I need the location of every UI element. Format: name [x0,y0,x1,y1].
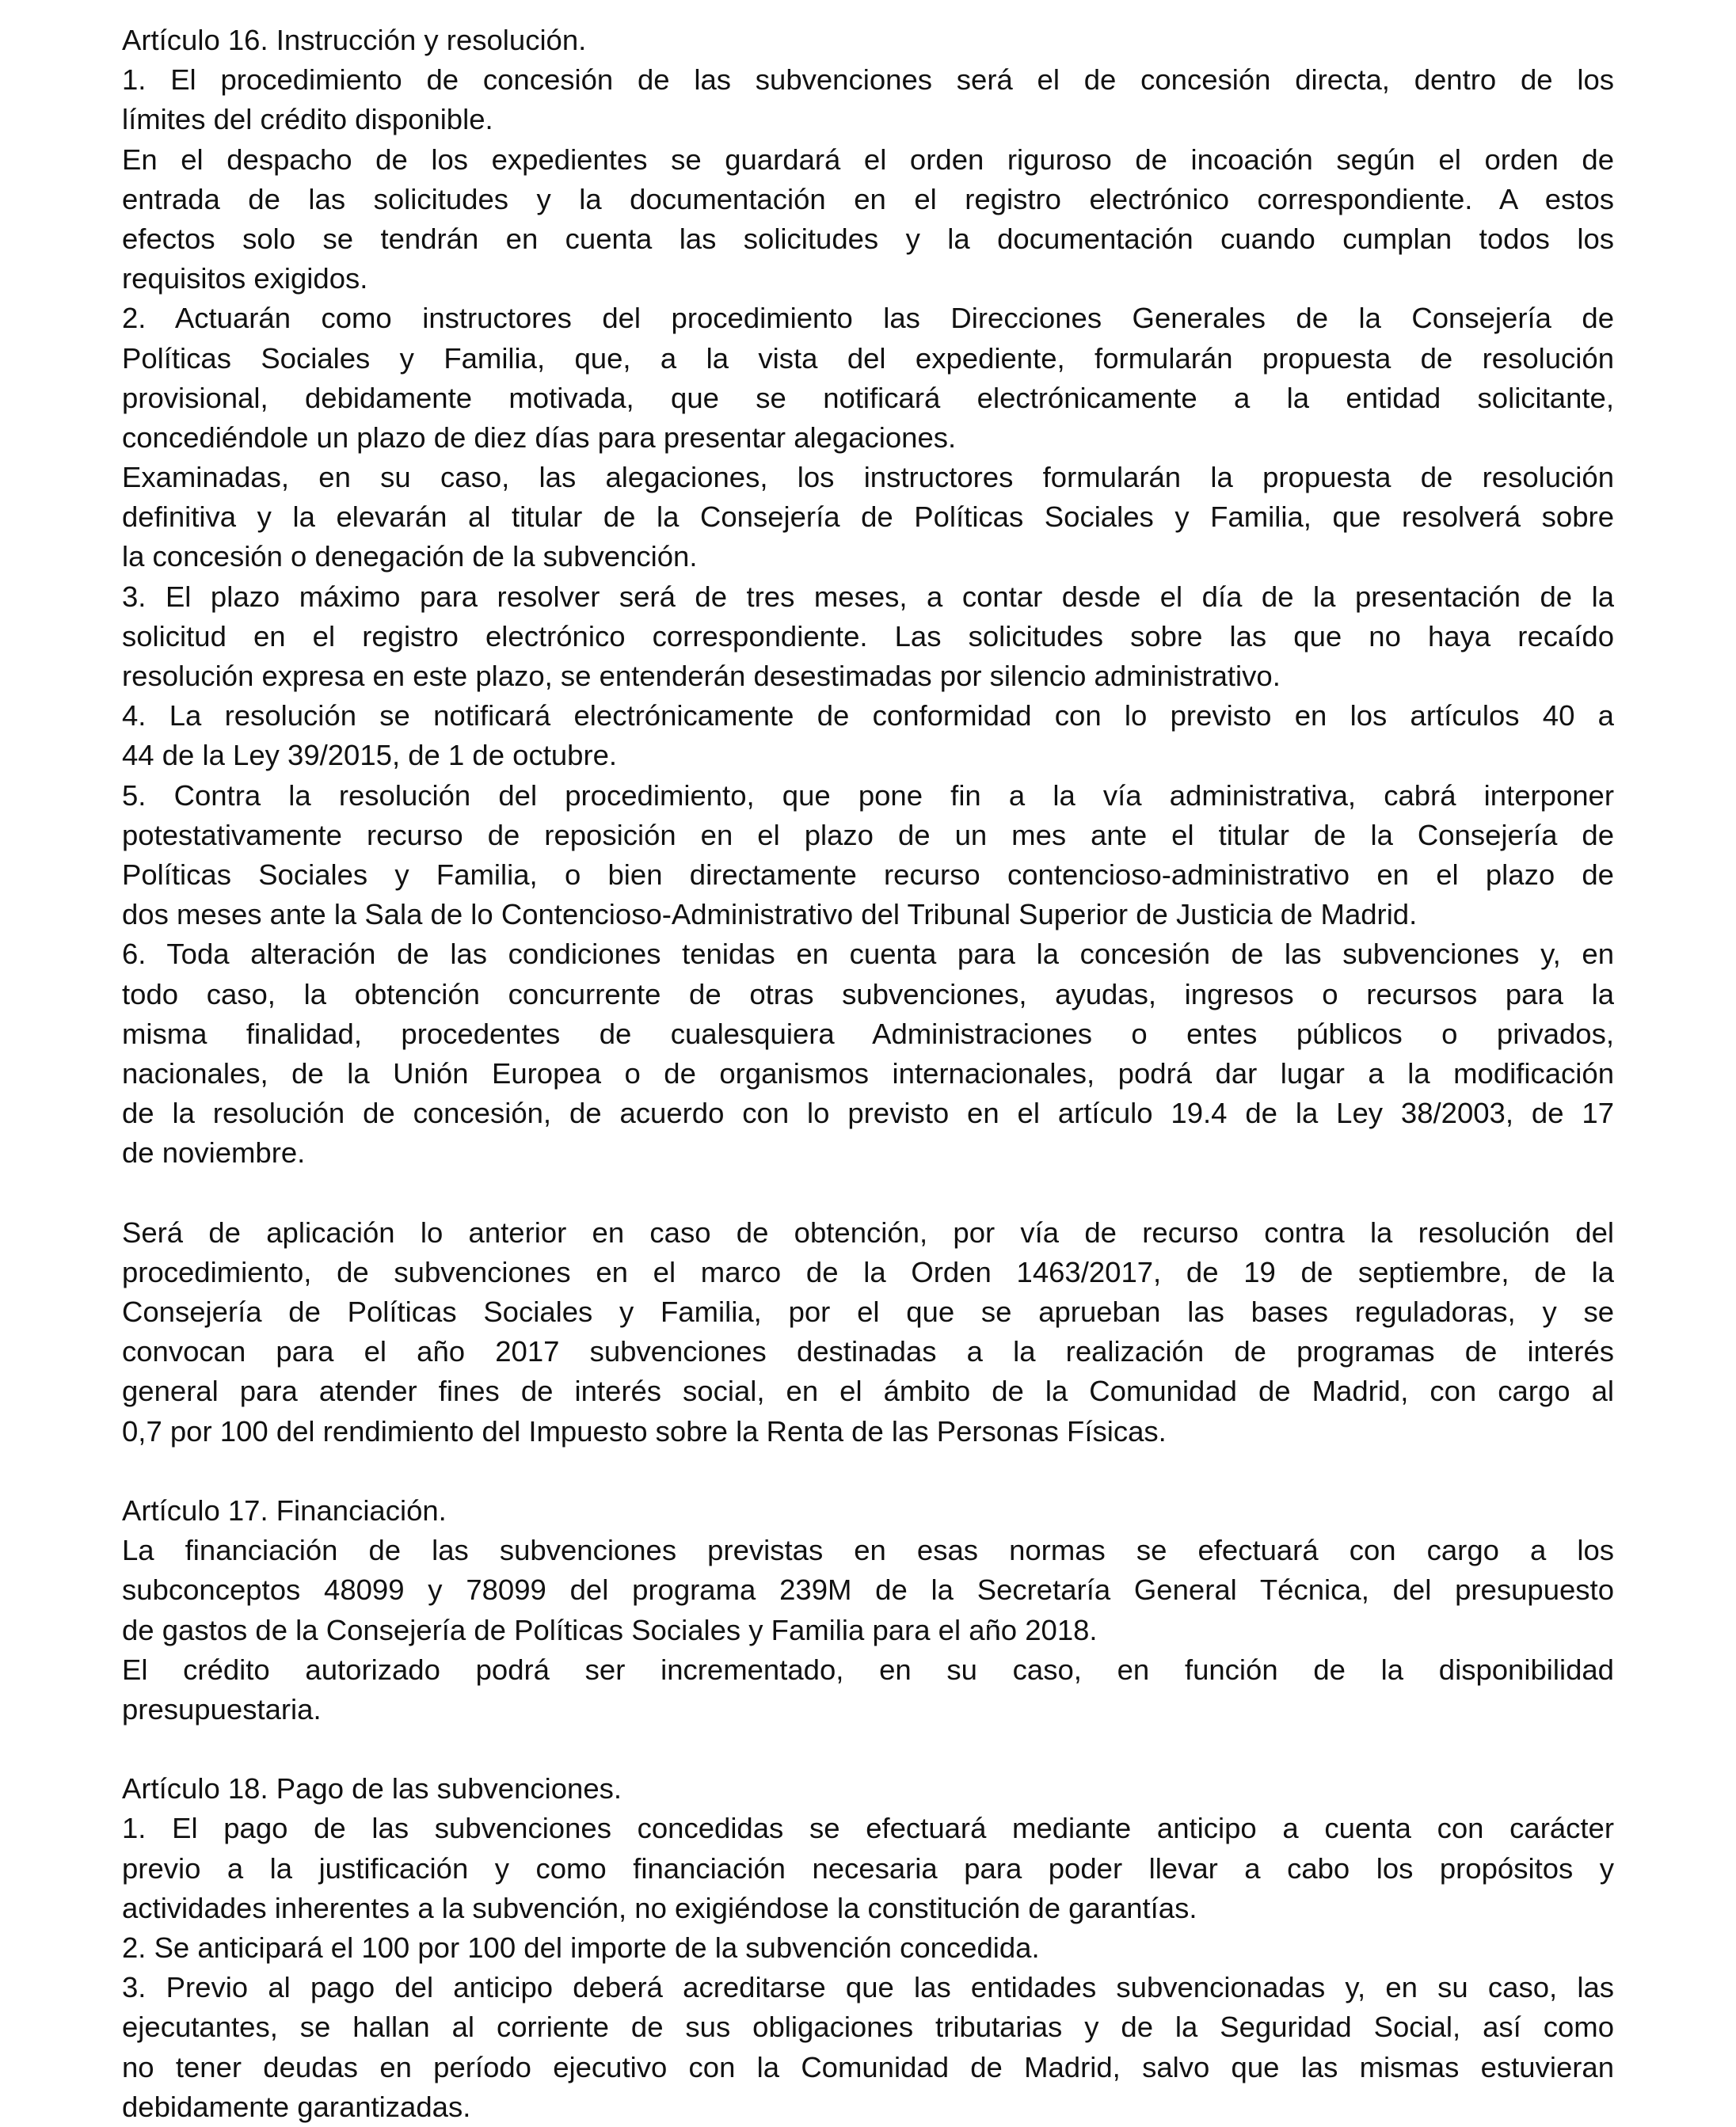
text-line: potestativamente recurso de reposición en el plazo de un mes ante el titular de la Consejería de [122,818,1614,851]
text-line: 44 de la Ley 39/2015, de 1 de octubre. [122,739,618,772]
text-line: de gastos de la Consejería de Políticas Sociales y Familia para el año 2018. [122,1613,1098,1646]
text-line: general para atender fines de interés social, en el ámbito de la Comunidad de Madrid, con cargo al [122,1375,1614,1408]
text-line: no tener deudas en período ejecutivo con la Comunidad de Madrid, salvo que las mismas estuvieran [122,2050,1614,2083]
text-line: dos meses ante la Sala de lo Contencioso-Administrativo del Tribunal Superior de Justicia de Madrid. [122,898,1418,931]
text-line: 3. El plazo máximo para resolver será de tres meses, a contar desde el día de la presentación de la [122,580,1614,613]
text-line: 6. Toda alteración de las condiciones tenidas en cuenta para la concesión de las subvenciones y, en [122,938,1614,971]
text-line: límites del crédito disponible. [122,103,493,136]
paragraph [122,1928,1614,1968]
text-line: debidamente garantizadas. [122,2090,471,2123]
text-line: 2. Actuarán como instructores del procedimiento las Direcciones Generales de la Consejería de [122,302,1614,335]
text-line: 5. Contra la resolución del procedimiento, que pone fin a la vía administrativa, cabrá interponer [122,778,1614,812]
text-line: todo caso, la obtención concurrente de otras subvenciones, ayudas, ingresos o recursos para la [122,977,1614,1010]
paragraph [122,60,1614,139]
text-line: definitiva y la elevarán al titular de la Consejería de Políticas Sociales y Familia, que resolverá sobre [122,500,1614,534]
text-line: Políticas Sociales y Familia, que, a la vista del expediente, formularán propuesta de resolución [122,341,1614,375]
paragraph [122,1213,1614,1452]
text-line: Políticas Sociales y Familia, o bien directamente recurso contencioso-administrativo en el plazo de [122,858,1614,891]
text-line: 3. Previo al pago del anticipo deberá acreditarse que las entidades subvencionadas y, en su caso, las [122,1971,1614,2004]
text-line: la concesión o denegación de la subvención. [122,540,698,573]
text-line: concediéndole un plazo de diez días para presentar alegaciones. [122,420,957,454]
text-line: convocan para el año 2017 subvenciones destinadas a la realización de programas de interés [122,1335,1614,1368]
paragraph [122,1531,1614,1650]
article-heading [122,21,1614,60]
text-line: 4. La resolución se notificará electrónicamente de conformidad con lo previsto en los artículos 40 a [122,699,1614,732]
heading-text: Artículo 16. Instrucción y resolución. [122,24,587,56]
text-line: actividades inherentes a la subvención, no exigiéndose la constitución de garantías. [122,1891,1197,1924]
text-line: efectos solo se tendrán en cuenta las solicitudes y la documentación cuando cumplan todos los [122,222,1614,255]
text-line: El crédito autorizado podrá ser incrementado, en su caso, en función de la disponibilidad [122,1653,1614,1686]
text-line: ejecutantes, se hallan al corriente de sus obligaciones tributarias y de la Seguridad Social, así como [122,2011,1614,2044]
blank-line [122,1173,1614,1212]
text-line: previo a la justificación y como financiación necesaria para poder llevar a cabo los propósitos y [122,1851,1614,1885]
paragraph [122,140,1614,299]
heading-text: Artículo 17. Financiación. [122,1493,447,1527]
text-line: resolución expresa en este plazo, se entenderán desestimadas por silencio administrativo. [122,660,1281,692]
text-line: solicitud en el registro electrónico correspondiente. Las solicitudes sobre las que no haya recaído [122,619,1614,653]
paragraph [122,1809,1614,1928]
text-line: de noviembre. [122,1136,306,1170]
text-line: En el despacho de los expedientes se guardará el orden riguroso de incoación según el orden de [122,143,1614,176]
text-line: 1. El pago de las subvenciones concedidas se efectuará mediante anticipo a cuenta con carácter [122,1812,1614,1845]
text-line: La financiación de las subvenciones previstas en esas normas se efectuará con cargo a los [122,1534,1614,1567]
text-line: Será de aplicación lo anterior en caso de obtención, por vía de recurso contra la resolución del [122,1216,1614,1249]
text-line: Consejería de Políticas Sociales y Familia, por el que se aprueban las bases reguladoras, y se [122,1296,1614,1328]
text-line: 1. El procedimiento de concesión de las subvenciones será el de concesión directa, dentro de los [122,63,1614,97]
document-page [122,21,1614,2127]
text-line: Examinadas, en su caso, las alegaciones, los instructores formularán la propuesta de resolución [122,461,1614,494]
article-heading [122,1491,1614,1531]
paragraph [122,1968,1614,2127]
text-line: 2. Se anticipará el 100 por 100 del importe de la subvención concedida. [122,1931,1040,1964]
paragraph [122,1650,1614,1729]
text-line: 0,7 por 100 del rendimiento del Impuesto sobre la Renta de las Personas Físicas. [122,1414,1167,1448]
paragraph [122,577,1614,697]
text-line: entrada de las solicitudes y la documentación en el registro electrónico correspondiente. A estos [122,182,1614,215]
paragraph [122,458,1614,577]
text-line: presupuestaria. [122,1692,322,1726]
text-line: subconceptos 48099 y 78099 del programa 239M de la Secretaría General Técnica, del presupuesto [122,1573,1614,1607]
paragraph [122,299,1614,458]
blank-line [122,1729,1614,1769]
blank-line [122,1452,1614,1491]
article-heading [122,1769,1614,1809]
paragraph [122,776,1614,935]
paragraph [122,934,1614,1173]
text-line: provisional, debidamente motivada, que se notificará electrónicamente a la entidad solicitante, [122,381,1614,414]
heading-text: Artículo 18. Pago de las subvenciones. [122,1772,622,1805]
text-line: misma finalidad, procedentes de cualesquiera Administraciones o entes públicos o privados, [122,1017,1614,1050]
text-line: requisitos exigidos. [122,262,368,295]
text-line: procedimiento, de subvenciones en el marco de la Orden 1463/2017, de 19 de septiembre, de la [122,1255,1614,1288]
text-line: nacionales, de la Unión Europea o de organismos internacionales, podrá dar lugar a la modificación [122,1056,1614,1090]
text-line: de la resolución de concesión, de acuerdo con lo previsto en el artículo 19.4 de la Ley 38/2003, de 17 [122,1097,1614,1130]
paragraph [122,696,1614,775]
